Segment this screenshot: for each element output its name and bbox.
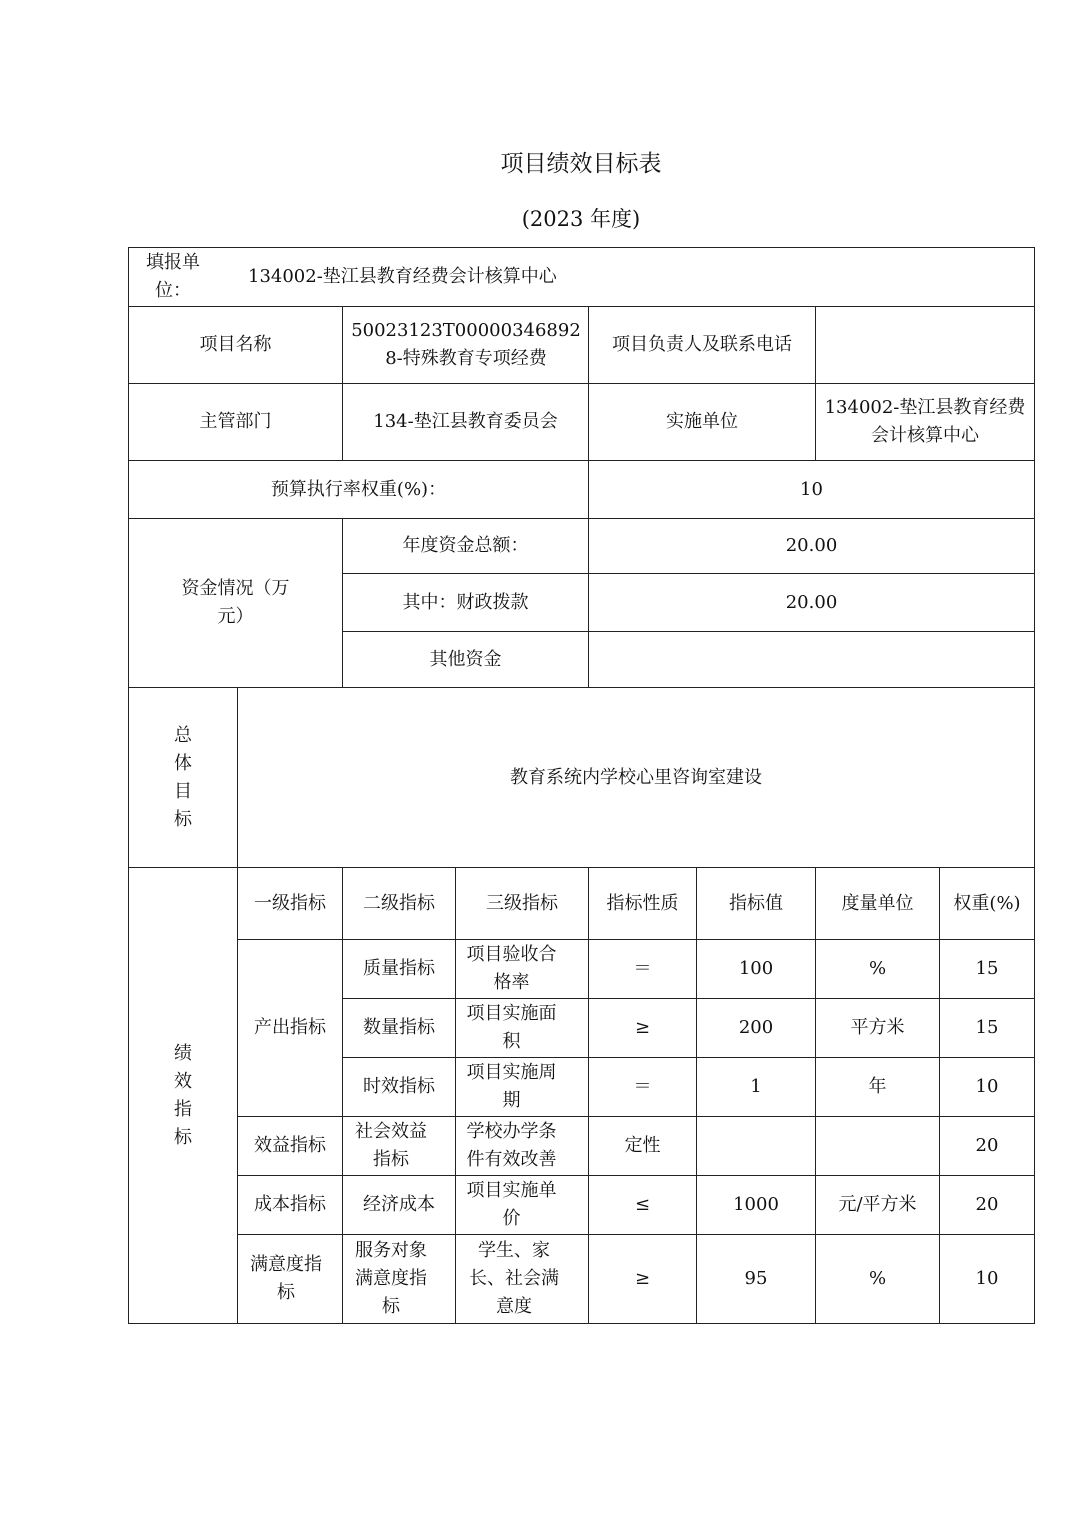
performance-indicator-label: 绩效指标 (129, 868, 238, 1324)
budget-weight-value: 10 (589, 461, 1035, 519)
weight-cell: 15 (940, 999, 1035, 1058)
impl-label: 实施单位 (589, 384, 816, 461)
reporting-unit-value: 134002-垫江县教育经费会计核算中心 (248, 266, 557, 287)
unit-cell: 元/平方米 (816, 1176, 940, 1235)
weight-cell: 10 (940, 1058, 1035, 1117)
value-cell: 200 (697, 999, 816, 1058)
level2-cell: 质量指标 (343, 940, 456, 999)
contact-value (816, 307, 1035, 384)
value-cell: 100 (697, 940, 816, 999)
contact-label: 项目负责人及联系电话 (589, 307, 816, 384)
weight-cell: 20 (940, 1117, 1035, 1176)
level3-cell: 项目验收合格率 (456, 940, 589, 999)
level3-cell: 项目实施周期 (456, 1058, 589, 1117)
nature-cell: ≤ (589, 1176, 697, 1235)
header-level2: 二级指标 (343, 868, 456, 940)
page-subtitle-year: (2023 年度) (521, 207, 641, 231)
weight-cell: 15 (940, 940, 1035, 999)
level1-cell: 产出指标 (238, 940, 343, 1117)
weight-cell: 10 (940, 1235, 1035, 1324)
unit-cell: % (816, 940, 940, 999)
unit-cell: 年 (816, 1058, 940, 1117)
nature-cell: ＝ (589, 1058, 697, 1117)
overall-goal-label: 总体目标 (129, 688, 238, 868)
overall-goal-value: 教育系统内学校心里咨询室建设 (238, 688, 1035, 868)
table-row (129, 940, 1035, 999)
level3-cell: 项目实施面积 (456, 999, 589, 1058)
value-cell: 1000 (697, 1176, 816, 1235)
project-name-value: 50023123T000003468928-特殊教育专项经费 (343, 307, 589, 384)
impl-value: 134002-垫江县教育经费会计核算中心 (816, 384, 1035, 461)
level2-cell: 经济成本 (343, 1176, 456, 1235)
unit-cell: % (816, 1235, 940, 1324)
level1-cell: 效益指标 (238, 1117, 343, 1176)
unit-cell: 平方米 (816, 999, 940, 1058)
performance-table (128, 247, 1035, 1324)
header-level3: 三级指标 (456, 868, 589, 940)
level3-cell: 项目实施单价 (456, 1176, 589, 1235)
level3-cell: 学校办学条件有效改善 (456, 1117, 589, 1176)
fund-fiscal-value: 20.00 (589, 574, 1035, 632)
unit-cell (816, 1117, 940, 1176)
reporting-unit-cell (129, 248, 1035, 307)
level1-cell: 成本指标 (238, 1176, 343, 1235)
page-title: 项目绩效目标表 (500, 151, 662, 177)
level2-cell: 服务对象满意度指标 (343, 1235, 456, 1324)
header-value: 指标值 (697, 868, 816, 940)
table-row (129, 1176, 1035, 1235)
table-row (129, 1117, 1035, 1176)
fund-total-value: 20.00 (589, 519, 1035, 574)
nature-cell: ≥ (589, 999, 697, 1058)
header-level1: 一级指标 (238, 868, 343, 940)
weight-cell: 20 (940, 1176, 1035, 1235)
project-name-label: 项目名称 (129, 307, 343, 384)
value-cell: 95 (697, 1235, 816, 1324)
nature-cell: 定性 (589, 1117, 697, 1176)
header-unit: 度量单位 (816, 868, 940, 940)
value-cell: 1 (697, 1058, 816, 1117)
nature-cell: ≥ (589, 1235, 697, 1324)
table-row (129, 1235, 1035, 1324)
level2-cell: 数量指标 (343, 999, 456, 1058)
dept-value: 134-垫江县教育委员会 (343, 384, 589, 461)
fund-other-value (589, 632, 1035, 688)
fund-fiscal-label: 其中：财政拨款 (343, 574, 589, 632)
header-weight: 权重(%) (940, 868, 1035, 940)
value-cell (697, 1117, 816, 1176)
level2-cell: 时效指标 (343, 1058, 456, 1117)
header-nature: 指标性质 (589, 868, 697, 940)
budget-weight-label: 预算执行率权重(%)： (129, 461, 589, 519)
reporting-unit-label: 填报单位： (146, 252, 200, 301)
nature-cell: ＝ (589, 940, 697, 999)
fund-total-label: 年度资金总额： (343, 519, 589, 574)
fund-other-label: 其他资金 (343, 632, 589, 688)
level1-cell: 满意度指标 (238, 1235, 343, 1324)
dept-label: 主管部门 (129, 384, 343, 461)
level2-cell: 社会效益指标 (343, 1117, 456, 1176)
level3-cell: 学生、家长、社会满意度 (456, 1235, 589, 1324)
fund-label: 资金情况（万元） (129, 519, 343, 688)
